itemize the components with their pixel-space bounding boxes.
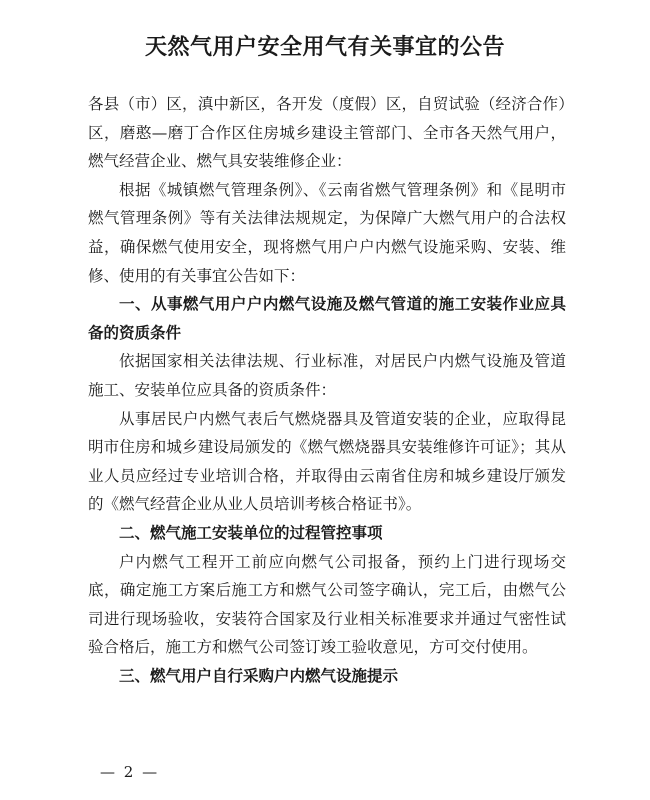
section-paragraph: 户内燃气工程开工前应向燃气公司报备，预约上门进行现场交底，确定施工方案后施工方和燃气公司签字确认，完工后，由燃气公司进行现场验收，安装符合国家及行业相关标准要求并通过气密性试验合格后，施工方和燃气公司签订竣工验收意见，方可交付使用。 (88, 552, 566, 657)
page-number: — 2 — (100, 763, 160, 781)
document-body (88, 90, 566, 690)
section-heading: 三、燃气用户自行采购户内燃气设施提示 (119, 666, 399, 685)
section-heading: 二、燃气施工安装单位的过程管控事项 (119, 523, 383, 542)
section-paragraph: 从事居民户内燃气表后气燃烧器具及管道安装的企业，应取得昆明市住房和城乡建设局颁发的《燃气燃烧器具安装维修许可证》；其从业人员应经过专业培训合格，并取得由云南省住房和城乡建设厅颁发的《燃气经营企业从业人员培训考核合格证书》。 (88, 409, 566, 514)
document-title: 天然气用户安全用气有关事宜的公告 (144, 35, 505, 60)
addressee-paragraph: 各县（市）区，滇中新区，各开发（度假）区，自贸试验（经济合作）区，磨憨—磨丁合作区住房城乡建设主管部门、全市各天然气用户，燃气经营企业、燃气具安装维修企业： (88, 95, 566, 171)
section-2 (88, 519, 566, 662)
section-3 (88, 662, 566, 691)
section-heading: 一、从事燃气用户户内燃气设施及燃气管道的施工安装作业应具备的资质条件 (88, 295, 566, 342)
section-1 (88, 290, 566, 519)
section-paragraph: 依据国家相关法律法规、行业标准，对居民户内燃气设施及管道施工、安装单位应具备的资质条件： (88, 352, 566, 399)
intro-paragraph: 根据《城镇燃气管理条例》、《云南省燃气管理条例》和《昆明市燃气管理条例》等有关法律法规规定，为保障广大燃气用户的合法权益，确保燃气使用安全，现将燃气用户户内燃气设施采购、安装、维修、使用的有关事宜公告如下： (88, 180, 566, 285)
